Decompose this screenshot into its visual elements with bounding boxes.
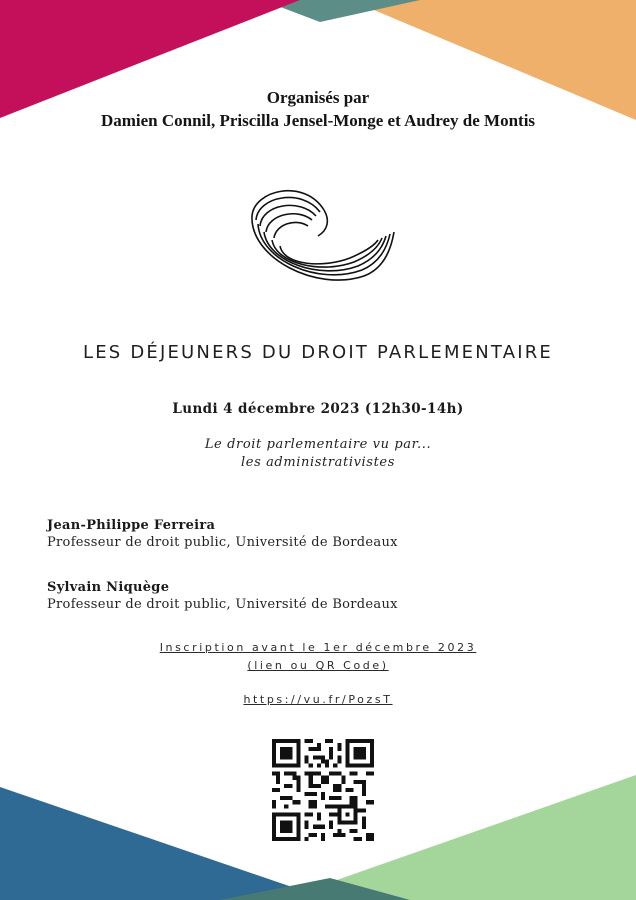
event-date: Lundi 4 décembre 2023 (12h30-14h) [172,401,464,417]
registration-deadline: Inscription avant le 1er décembre 2023 [159,641,477,654]
speaker-role: Professeur de droit public, Université de Bordeaux [47,597,398,612]
qr-code[interactable] [272,739,374,841]
registration-link[interactable]: https://vu.fr/PozsT [243,693,393,706]
event-title: LES DÉJEUNERS DU DROIT PARLEMENTAIRE [82,342,554,363]
event-subtitle-line1: Le droit parlementaire vu par... [204,437,432,452]
organizers-heading: Organisés par [266,88,370,107]
wave-logo [246,180,398,290]
speaker-name: Jean-Philippe Ferreira [47,518,216,533]
speaker-name: Sylvain Niquège [47,580,170,595]
event-subtitle-line2: les administrativistes [241,455,395,470]
registration-hint: (lien ou QR Code) [247,659,389,672]
organizers-names: Damien Connil, Priscilla Jensel-Monge et Audrey de Montis [100,111,536,130]
speaker-role: Professeur de droit public, Université de Bordeaux [47,535,398,550]
